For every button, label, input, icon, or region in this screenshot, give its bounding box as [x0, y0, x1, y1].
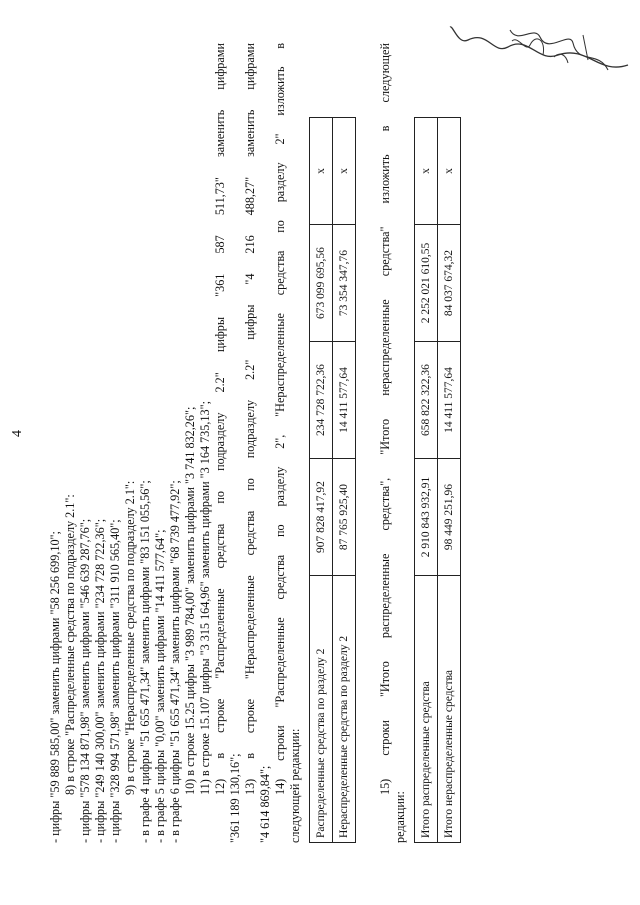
cell-value: 98 449 251,96 [438, 459, 461, 576]
text-line: 11) в строке 15.107 цифры "3 315 164,96" заменить цифрами "3 164 735,13"; [198, 401, 212, 795]
item-13-line-1: 13) в строке "Нераспределенные средства по подразделу 2.2" цифры "4 216 488,27" заменить цифрами [243, 43, 257, 795]
cell-value: x [438, 118, 461, 225]
text-line: - в графе 6 цифры "51 655 471,34" заменить цифрами "68 739 477,92"; [168, 480, 182, 843]
row-label: Распределенные средства по разделу 2 [310, 576, 333, 843]
handwritten-signature [448, 15, 638, 85]
text-line: - цифры "249 140 300,00" заменить цифрами "234 728 722,36"; [93, 518, 107, 843]
table-row [333, 118, 356, 843]
cell-value: x [310, 118, 333, 225]
text-line: - цифры "328 994 571,98" заменить цифрами "311 910 565,40"; [108, 519, 122, 843]
cell-value: 14 411 577,64 [438, 342, 461, 459]
item-12-line-1: 12) в строке "Распределенные средства по подразделу 2.2" цифры "361 587 511,73" заменить цифрами [213, 43, 227, 795]
text-line: - цифры "59 889 585,00" заменить цифрами "58 256 699,10"; [48, 531, 62, 843]
text-line: 9) в строке "Нераспределенные средства по подразделу 2.1": [123, 480, 137, 795]
text-line: - цифры "578 134 871,98" заменить цифрами "546 639 287,76"; [78, 518, 92, 843]
cell-value: x [333, 118, 356, 225]
table-row [438, 118, 461, 843]
item-14-line-2: следующей редакции: [288, 728, 302, 843]
table-totals [414, 117, 461, 843]
cell-value: 73 354 347,76 [333, 225, 356, 342]
item-12-line-2: "361 189 130,16"; [228, 753, 242, 843]
cell-value: 673 099 695,56 [310, 225, 333, 342]
item-14-line-1: 14) строки "Распределенные средства по разделу 2", "Нераспределенные средства по разделу 2" изложить в [273, 43, 287, 795]
cell-value: 2 252 021 610,55 [415, 225, 438, 342]
table-row [310, 118, 333, 843]
cell-value: 87 765 925,40 [333, 459, 356, 576]
text-line: 8) в строке "Распределенные средства по подразделу 2.1": [63, 494, 77, 795]
cell-value: 658 822 322,36 [415, 342, 438, 459]
cell-value: 234 728 722,36 [310, 342, 333, 459]
cell-value: 14 411 577,64 [333, 342, 356, 459]
table-row [415, 118, 438, 843]
cell-value: 907 828 417,92 [310, 459, 333, 576]
item-15-line-2: редакции: [393, 791, 407, 843]
row-label: Итого нераспределенные средства [438, 576, 461, 843]
text-line: - в графе 5 цифры "0,00" заменить цифрами "14 411 577,64"; [153, 529, 167, 843]
row-label: Итого распределенные средства [415, 576, 438, 843]
document-body [48, 43, 461, 843]
item-15-line-1: 15) строки "Итого распределенные средства", "Итого нераспределенные средства" изложить в следующей [378, 43, 392, 795]
cell-value: 2 910 843 932,91 [415, 459, 438, 576]
page-number: 4 [10, 430, 25, 437]
cell-value: 84 037 674,32 [438, 225, 461, 342]
table-section-2 [309, 117, 356, 843]
text-line: - в графе 4 цифры "51 655 471,34" заменить цифрами "83 151 055,56"; [138, 480, 152, 843]
row-label: Нераспределенные средства по разделу 2 [333, 576, 356, 843]
item-13-line-2: "4 614 869,84"; [258, 765, 272, 843]
text-line: 10) в строке 15.25 цифры "3 989 784,00" заменить цифрами "3 741 832,26"; [183, 406, 197, 795]
cell-value: x [415, 118, 438, 225]
